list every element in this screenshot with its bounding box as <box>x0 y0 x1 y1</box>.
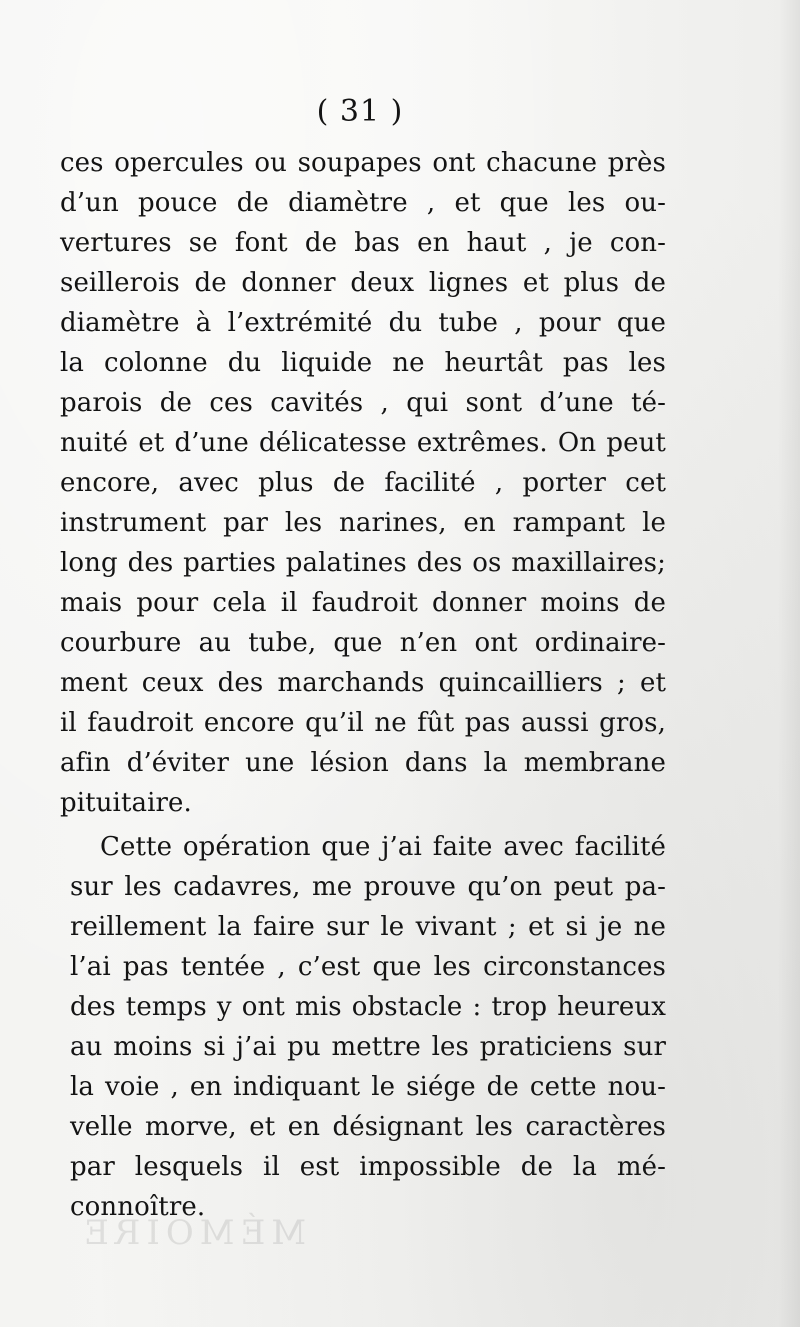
text-line: il faudroit encore qu’il ne fût pas aussi gros, <box>60 708 666 738</box>
text-line: parois de ces cavités , qui sont d’une té- <box>60 388 666 418</box>
text-line: ces opercules ou soupapes ont chacune près <box>60 148 666 178</box>
text-line: ment ceux des marchands quincailliers ; et <box>60 668 666 698</box>
text-line: nuité et d’une délicatesse extrêmes. On peut <box>60 428 666 458</box>
body-text <box>60 143 666 1227</box>
text-line: sur les cadavres, me prouve qu’on peut pa- <box>70 872 666 902</box>
bleed-through-text: MÉMOIRE <box>78 1213 307 1253</box>
text-line: courbure au tube, que n’en ont ordinaire- <box>60 628 666 658</box>
paragraph <box>60 827 666 1227</box>
text-line: diamètre à l’extrémité du tube , pour que <box>60 308 666 338</box>
text-line: connoître. <box>70 1192 206 1222</box>
text-line: l’ai pas tentée , c’est que les circonstances <box>70 952 666 982</box>
text-line: la colonne du liquide ne heurtât pas les <box>60 348 666 378</box>
page-number: ( 31 ) <box>316 94 404 129</box>
text-line: par lesquels il est impossible de la mé- <box>70 1152 666 1182</box>
text-line: des temps y ont mis obstacle : trop heureux <box>70 992 666 1022</box>
text-line: la voie , en indiquant le siége de cette nou- <box>70 1072 666 1102</box>
text-line: long des parties palatines des os maxillaires; <box>60 548 666 578</box>
text-line: reillement la faire sur le vivant ; et si je ne <box>70 912 666 942</box>
text-line: pituitaire. <box>60 788 192 818</box>
text-line: d’un pouce de diamètre , et que les ou- <box>60 188 666 218</box>
page-edge-shadow <box>778 0 800 1327</box>
text-line: velle morve, et en désignant les caractères <box>70 1112 666 1142</box>
text-line: instrument par les narines, en rampant le <box>60 508 666 538</box>
text-line: afin d’éviter une lésion dans la membrane <box>60 748 666 778</box>
text-line: encore, avec plus de facilité , porter cet <box>60 468 666 498</box>
text-line: vertures se font de bas en haut , je con- <box>60 228 666 258</box>
paragraph <box>60 143 666 823</box>
text-line: mais pour cela il faudroit donner moins de <box>60 588 666 618</box>
text-line: au moins si j’ai pu mettre les praticiens sur <box>70 1032 666 1062</box>
text-line: Cette opération que j’ai faite avec facilité <box>100 832 666 862</box>
text-line: seillerois de donner deux lignes et plus de <box>60 268 666 298</box>
